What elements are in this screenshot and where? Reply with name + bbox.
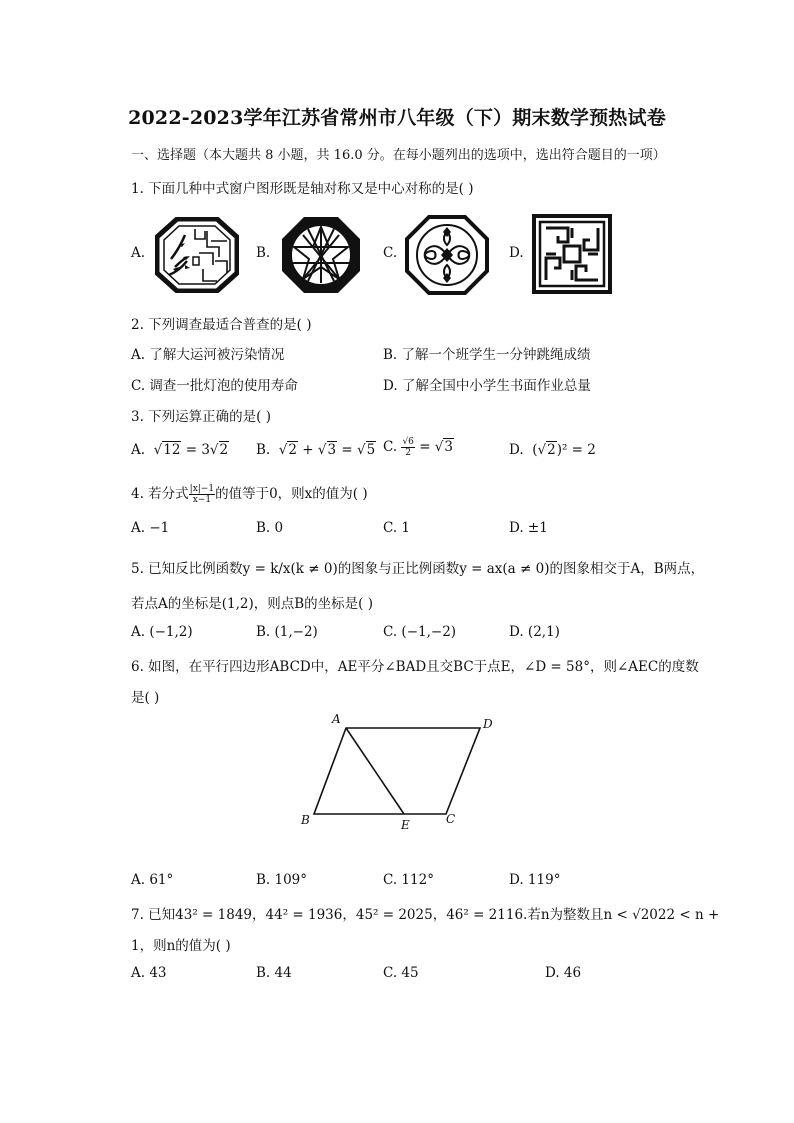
q5-option-c: C. (−1,−2) (383, 624, 457, 640)
q6-option-a: A. 61° (131, 872, 174, 888)
question-6-line-1: 6. 如图，在平行四边形ABCD中，AE平分∠BAD且交BC于点E，∠D = 58°，则∠AEC的度数 (131, 659, 699, 675)
question-7-line-2: 1，则n的值为( ) (131, 938, 231, 954)
q4-stem-start: 4. 若分式 (131, 486, 189, 502)
question-6-line-2: 是( ) (131, 690, 160, 706)
q7-option-a: A. 43 (131, 965, 167, 981)
question-2-stem: 2. 下列调查最适合普查的是( ) (131, 317, 312, 333)
q3-option-c-label: C. (383, 439, 398, 455)
parallelogram-figure (300, 710, 500, 835)
q3-option-b-label: B. (256, 442, 271, 458)
q3-option-a-expr: √12 = 3√2 (149, 442, 229, 458)
q7-option-c: C. 45 (383, 965, 419, 981)
q4-stem-end: 的值等于0，则x的值为( ) (215, 486, 368, 502)
window-d-icon (532, 214, 612, 294)
q5-option-d: D. (2,1) (509, 624, 560, 640)
q1-option-d-label: D. (509, 245, 524, 261)
q3-option-c-fraction: $\frac{√6}{2}$ (402, 437, 414, 458)
q2-option-d: D. 了解全国中小学生书面作业总量 (383, 378, 591, 394)
q3-option-d-expr: (√2)² = 2 (527, 442, 596, 458)
q5-option-a: A. (−1,2) (131, 624, 193, 640)
segment-ae (346, 728, 404, 814)
q3-option-a (131, 441, 229, 458)
q2-option-a: A. 了解大运河被污染情况 (131, 347, 285, 363)
q1-option-c-label: C. (383, 245, 398, 261)
q3-option-c (383, 437, 454, 458)
window-c-icon (405, 215, 489, 295)
window-b-icon (280, 215, 362, 295)
q1-option-b-label: B. (256, 245, 271, 261)
question-7-line-1: 7. 已知43² = 1849，44² = 1936，45² = 2025，46² = 2116.若n为整数且n < √2022 < n + (131, 907, 720, 923)
vertex-d-label: D (483, 717, 493, 731)
q4-option-d: D. ±1 (509, 520, 548, 536)
q2-option-c: C. 调查一批灯泡的使用寿命 (131, 378, 298, 394)
q5-option-b: B. (1,−2) (256, 624, 318, 640)
q4-option-b: B. 0 (256, 520, 284, 536)
page-title: 2022-2023学年江苏省常州市八年级（下）期末数学预热试卷 (128, 107, 666, 129)
window-a-icon (155, 217, 239, 293)
question-1-stem: 1. 下面几种中式窗户图形既是轴对称又是中心对称的是( ) (131, 181, 474, 197)
q3-option-a-label: A. (131, 442, 146, 458)
q6-option-b: B. 109° (256, 872, 308, 888)
q3-option-b (256, 441, 376, 458)
q4-option-a: A. −1 (131, 520, 170, 536)
point-e-label: E (401, 818, 410, 832)
q4-fraction: $\frac{|x|-1}{x-1}$ (189, 484, 215, 505)
vertex-a-label: A (332, 712, 341, 726)
q7-option-d: D. 46 (545, 965, 582, 981)
section-heading: 一、选择题（本大题共 8 小题，共 16.0 分。在每小题列出的选项中，选出符合题目的一项） (131, 148, 666, 163)
parallelogram-abcd (314, 728, 480, 814)
question-5-line-2: 若点A的坐标是(1,2)，则点B的坐标是( ) (131, 596, 373, 612)
vertex-b-label: B (301, 813, 310, 827)
q6-option-c: C. 112° (383, 872, 434, 888)
q6-option-d: D. 119° (509, 872, 561, 888)
q2-option-b: B. 了解一个班学生一分钟跳绳成绩 (383, 347, 591, 363)
q3-option-b-expr: √2 + √3 = √5 (274, 442, 376, 458)
q3-option-d-label: D. (509, 442, 524, 458)
q7-option-b: B. 44 (256, 965, 292, 981)
vertex-c-label: C (446, 812, 456, 826)
question-3-stem: 3. 下列运算正确的是( ) (131, 409, 271, 425)
q1-option-a-label: A. (131, 245, 146, 261)
q3-option-d (509, 441, 596, 458)
q3-option-c-expr: = √3 (419, 439, 454, 455)
question-4-stem (131, 482, 368, 505)
q4-option-c: C. 1 (383, 520, 411, 536)
question-5-line-1: 5. 已知反比例函数y = k/x(k ≠ 0)的图象与正比例函数y = ax(a ≠ 0)的图象相交于A，B两点， (131, 561, 705, 577)
